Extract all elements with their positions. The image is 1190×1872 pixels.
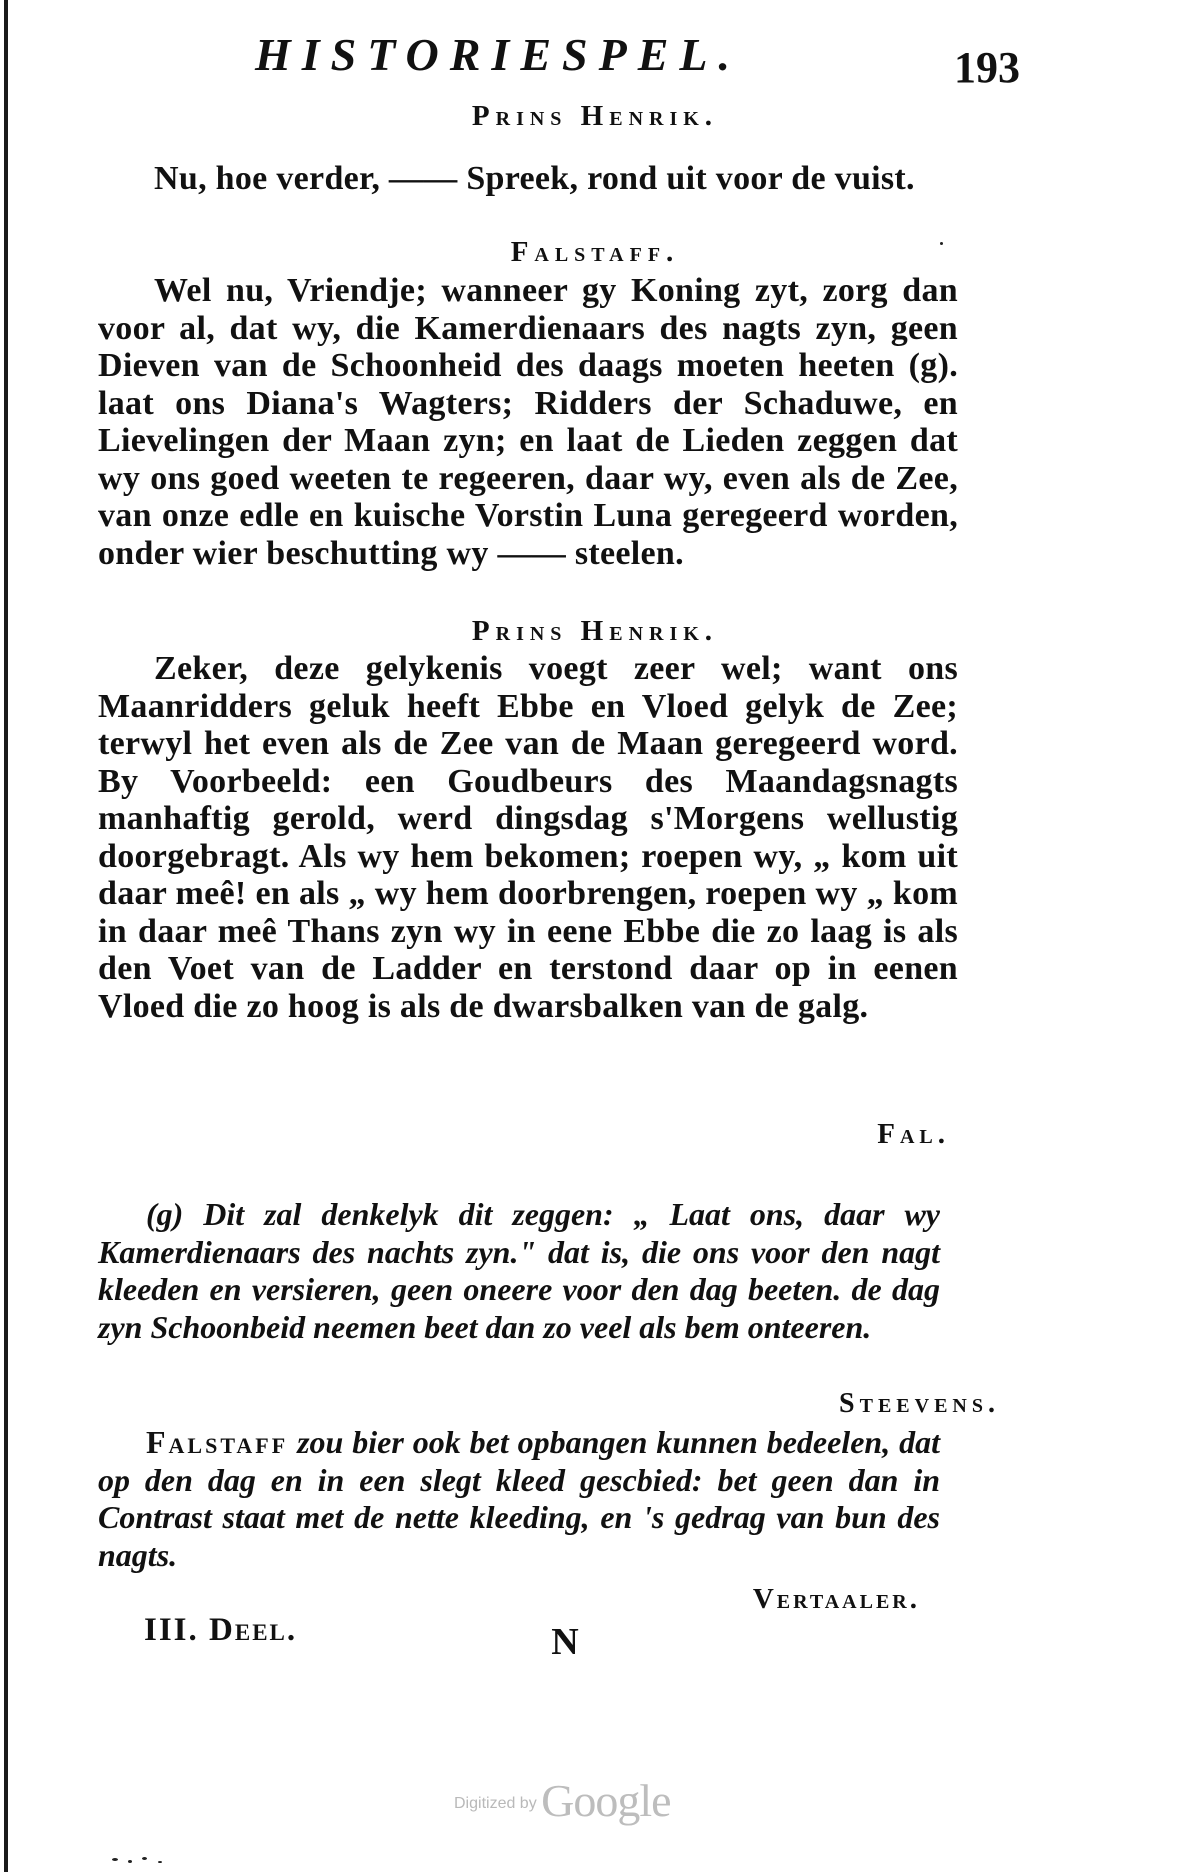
ink-speck (158, 1861, 162, 1863)
speech-falstaff: Wel nu, Vriendje; wanneer gy Koning zyt, zorg dan voor al, dat wy, die Kamerdienaars des nagts zyn, geen Dieven van de Schoonheid des daags moeten heeten (g). laat ons Diana's Wagters; Ridders der Schaduwe, en Lievelingen der Maan zyn; en laat de Lieden zeggen dat wy ons goed weeten te regeeren, daar wy, even als de Zee, van onze edle en kuische Vorstin Luna geregeerd worden, onder wier beschutting wy —— steelen. (98, 272, 958, 572)
speaker-prins-henrik-2: Prins Henrik. (471, 615, 719, 647)
ink-speck (142, 1857, 147, 1860)
speaker-falstaff: Falstaff. (510, 236, 680, 268)
watermark-prefix: Digitized by (454, 1795, 537, 1812)
speaker-prins-henrik: Prins Henrik. (471, 100, 719, 132)
running-title: HISTORIESPEL. (255, 29, 741, 80)
ink-speck (128, 1860, 132, 1863)
footnote-lead-name: Falstaff (146, 1424, 289, 1460)
page-number: 193 (954, 43, 1020, 92)
footnote-g: (g) Dit zal denkelyk dit zeggen: „ Laat ons, daar wy Kamerdienaars des nachts zyn." dat is, die ons voor den nagt kleeden en versieren, geen oneere voor den dag beeten. de dag zyn Schoonbeid neemen beet dan zo veel als bem onteeren. (98, 1196, 940, 1345)
speech-prins-henrik-1: Nu, hoe verder, —— Spreek, rond uit voor de vuist. (154, 160, 915, 197)
footnote-translator-signature: Vertaaler. (752, 1583, 920, 1615)
footnote-translator-note (98, 1424, 940, 1574)
ink-speck (112, 1858, 118, 1861)
catchword: Fal. (877, 1118, 950, 1150)
footnote-translator-text: zou bier ook bet opbangen kunnen bedeelen, dat op den dag en in een slegt kleed gescbied: bet geen dan in Contrast staat met de nette kleeding, en 's gedrag van bun des nagts. (98, 1424, 940, 1573)
speech-prins-henrik-2: Zeker, deze gelykenis voegt zeer wel; want ons Maanridders geluk heeft Ebbe en Vloed gelyk de Zee; terwyl het even als de Zee van de Maan geregeerd word. By Voorbeeld: een Goudbeurs des Maandagsnagts manhaftig gerold, werd dingsdag s'Morgens wellustig doorgebragt. Als wy hem bekomen; roepen wy, „ kom uit daar meê! en als „ wy hem doorbrengen, roepen wy „ kom in daar meê Thans zyn wy in eene Ebbe die zo laag is als den Voet van de Ladder en terstond daar op in eenen Vloed die zo hoog is als de dwarsbalken van de galg. (98, 650, 958, 1025)
footnote-speaker-steevens: Steevens. (839, 1388, 1000, 1419)
digitized-watermark (454, 1774, 671, 1827)
google-logo: Google (541, 1775, 671, 1826)
volume-label: III. Deel. (144, 1612, 298, 1648)
signature-mark: N (551, 1621, 579, 1663)
ink-speck (940, 242, 943, 245)
